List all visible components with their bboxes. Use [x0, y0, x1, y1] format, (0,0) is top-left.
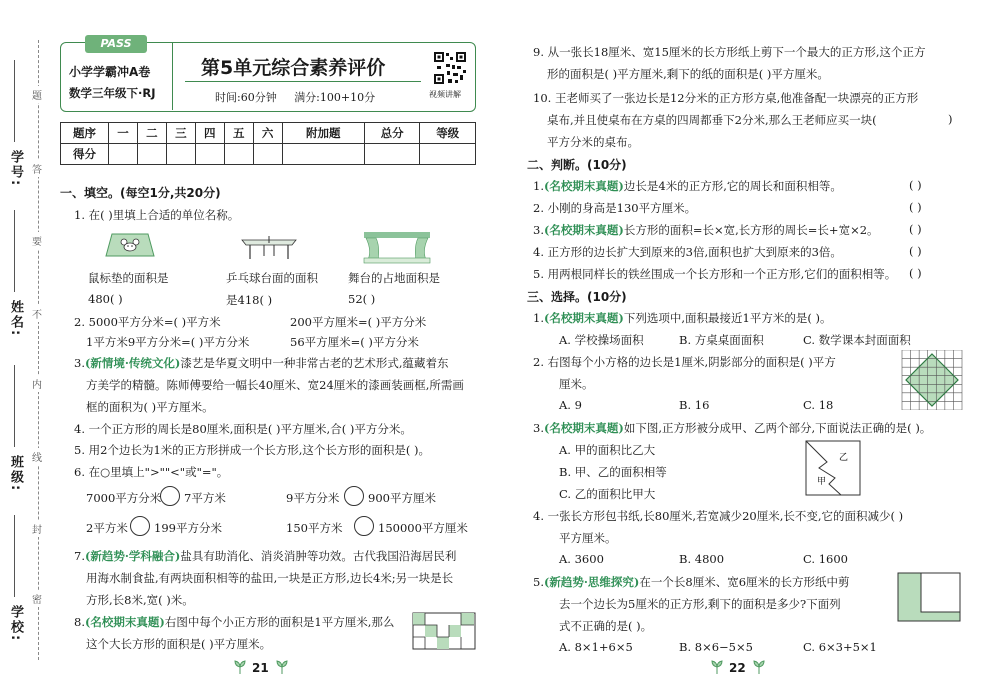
section-fill-blank: 一、填空。(每空1分,共20分): [60, 186, 221, 200]
c3-square-figure: [805, 440, 861, 496]
choice-2-option-b[interactable]: B. 16: [679, 398, 710, 412]
score-cell[interactable]: [253, 144, 282, 165]
q1-table-label: 乒乓球台面的面积: [226, 271, 318, 285]
exam-info: [215, 89, 375, 105]
score-header-cell: 题序: [61, 123, 109, 144]
choice-2-option-c[interactable]: C. 18: [803, 398, 834, 412]
score-table: [60, 122, 476, 165]
choice-1-option-a[interactable]: A. 学校操场面积: [559, 333, 644, 347]
q1-mousepad-label: 鼠标垫的面积是: [88, 271, 169, 285]
title-divider: [185, 81, 421, 82]
judge-2: 2. 小刚的身高是130平方厘米。: [533, 201, 697, 215]
choice-2-line2: 厘米。: [559, 377, 594, 391]
compare-circle[interactable]: [344, 486, 364, 506]
choice-3: 3.(名校期末真题)如下图,正方形被分成甲、乙两个部分,下面说法正确的是( )。: [533, 421, 932, 435]
choice-5-option-a[interactable]: A. 8×1+6×5: [559, 640, 633, 654]
question-6: 6. 在○里填上">""<"或"="。: [74, 465, 229, 479]
score-cell[interactable]: [282, 144, 364, 165]
question-9-line2: 形的面积是( )平方厘米,剩下的纸的面积是( )平方厘米。: [547, 67, 829, 81]
choice-3-option-c[interactable]: C. 乙的面积比甲大: [559, 487, 656, 501]
question-10-paren: ): [948, 112, 953, 126]
score-table-header: [61, 123, 476, 144]
q6b-left: 9平方分米: [286, 491, 340, 505]
leaf-icon: [753, 660, 765, 674]
q8-line2: 这个大长方形的面积是( )平方厘米。: [86, 637, 272, 651]
score-header-cell: 附加题: [282, 123, 364, 144]
score-cell[interactable]: [166, 144, 195, 165]
dash-char: 要: [32, 232, 42, 249]
c1-tag: (名校期末真题): [543, 311, 624, 325]
ping-pong-table-icon: [238, 232, 300, 260]
score-cell[interactable]: [137, 144, 166, 165]
dash-char: 封: [32, 520, 42, 537]
question-4: 4. 一个正方形的周长是80厘米,面积是( )平方厘米,合( )平方分米。: [74, 422, 412, 436]
q7-tag: (新趋势·学科融合): [84, 549, 181, 563]
choice-5: 5.(新趋势·思维探究)在一个长8厘米、宽6厘米的长方形纸中剪: [533, 575, 850, 589]
q6a-right: 7平方米: [184, 491, 226, 505]
question-2c: 1平方米9平方分米=( )平方分米: [86, 335, 250, 349]
score-cell[interactable]: [420, 144, 476, 165]
binding-margin: [0, 0, 48, 690]
mouse-pad-icon: [104, 232, 156, 258]
j1-text: 边长是4米的正方形,它的周长和面积相等。: [623, 179, 842, 193]
compare-circle[interactable]: [130, 516, 150, 536]
q6c-left: 2平方米: [86, 521, 128, 535]
choice-5-option-b[interactable]: B. 8×6−5×5: [679, 640, 753, 654]
score-header-cell: 等级: [420, 123, 476, 144]
question-5: 5. 用2个边长为1米的正方形拼成一个长方形,这个长方形的面积是( )。: [74, 443, 431, 457]
school-line: [14, 515, 15, 597]
q7-line1: 盐具有助消化、消炎消肿等功效。古代我国沿海居民利: [180, 549, 457, 563]
choice-3-option-b[interactable]: B. 甲、乙的面积相等: [559, 465, 667, 479]
q1-mousepad-answer[interactable]: 480( ): [88, 292, 123, 306]
judge-3: 3.(名校期末真题)长方形的面积=长×宽,长方形的周长=长+宽×2。: [533, 223, 879, 237]
choice-4-option-c[interactable]: C. 1600: [803, 552, 848, 566]
question-9-line1: 9. 从一张长18厘米、宽15厘米的长方形纸上剪下一个最大的正方形,这个正方: [533, 45, 926, 59]
score-cell[interactable]: [109, 144, 138, 165]
score-header-cell: 四: [195, 123, 224, 144]
q6c-right: 199平方分米: [154, 521, 222, 535]
question-10-line2: 桌布,并且使桌布在方桌的四周都垂下2分米,那么王老师应买一块(: [547, 113, 877, 127]
class-line: [14, 365, 15, 447]
q8-tag: (名校期末真题): [84, 615, 165, 629]
qr-code-icon[interactable]: [433, 51, 467, 85]
full-score: 满分:100+10分: [294, 91, 376, 104]
c3-label-jia: 甲: [817, 477, 827, 487]
choice-1-option-b[interactable]: B. 方桌桌面面积: [679, 333, 764, 347]
q6b-right: 900平方厘米: [368, 491, 436, 505]
c3-label-yi: 乙: [839, 453, 849, 463]
dash-char: 内: [32, 375, 42, 392]
question-10-line1: 10. 王老师买了一张边长是12分米的正方形方桌,他准备配一块漂亮的正方形: [533, 91, 919, 105]
choice-4-line1: 4. 一张长方形包书纸,长80厘米,若宽减少20厘米,长不变,它的面积减少( ): [533, 509, 904, 523]
choice-5-line2: 去一个边长为5厘米的正方形,剩下的面积是多少?下面列: [559, 597, 841, 611]
series-name: 小学学霸冲A卷: [69, 65, 151, 79]
question-2a: 2. 5000平方分米=( )平方米: [74, 315, 221, 329]
c2-grid-figure: [901, 350, 963, 410]
choice-5-option-c[interactable]: C. 6×3+5×1: [803, 640, 877, 654]
brand-block: [61, 37, 173, 110]
section-choice: 三、选择。(10分): [527, 290, 627, 304]
q7-line2: 用海水制食盐,有两块面积相等的盐田,一块是正方形,边长4米;另一块是长: [86, 571, 454, 585]
score-header-cell: 一: [109, 123, 138, 144]
dash-char: 密: [32, 590, 42, 607]
choice-4-option-b[interactable]: B. 4800: [679, 552, 725, 566]
judge-5: 5. 用两根同样长的铁丝围成一个长方形和一个正方形,它们的面积相等。: [533, 267, 897, 281]
compare-circle[interactable]: [160, 486, 180, 506]
choice-2-line1: 2. 右图每个小方格的边长是1厘米,阴影部分的面积是( )平方: [533, 355, 836, 369]
name-label: 姓名:: [8, 300, 23, 338]
leaf-icon: [711, 660, 723, 674]
q3-line2: 方美学的精髓。陈师傅要给一幅长40厘米、宽24厘米的漆画装画框,所需画: [86, 378, 464, 392]
j1-tag: (名校期末真题): [543, 179, 624, 193]
choice-2-option-a[interactable]: A. 9: [559, 398, 582, 412]
q6d-left: 150平方米: [286, 521, 343, 535]
stage-icon: [362, 230, 432, 264]
score-cell[interactable]: [224, 144, 253, 165]
judge-1: 1.(名校期末真题)边长是4米的正方形,它的周长和面积相等。: [533, 179, 842, 193]
choice-4-line2: 平方厘米。: [559, 531, 617, 545]
judge-answer[interactable]: ( ): [909, 178, 922, 192]
c3-text: 如下图,正方形被分成甲、乙两个部分,下面说法正确的是( )。: [623, 421, 932, 435]
judge-answer[interactable]: ( ): [909, 200, 922, 214]
dash-char: 答: [32, 160, 42, 177]
choice-1-option-c[interactable]: C. 数学课本封面面积: [803, 333, 911, 347]
pass-logo: PASS: [85, 35, 147, 53]
judge-answer[interactable]: ( ): [909, 222, 922, 236]
cut-line: [38, 40, 39, 660]
judge-answer[interactable]: ( ): [909, 266, 922, 280]
c5-tag: (新趋势·思维探究): [543, 575, 640, 589]
score-header-cell: 总分: [364, 123, 420, 144]
c1-text: 下列选项中,面积最接近1平方米的是( )。: [623, 311, 832, 325]
dash-char: 线: [32, 448, 42, 465]
q8-line1: 右图中每个小正方形的面积是1平方厘米,那么: [164, 615, 395, 629]
q3-tag: (新情境·传统文化): [84, 356, 181, 370]
score-header-cell: 三: [166, 123, 195, 144]
choice-1: 1.(名校期末真题)下列选项中,面积最接近1平方米的是( )。: [533, 311, 832, 325]
c3-tag: (名校期末真题): [543, 421, 624, 435]
j3-tag: (名校期末真题): [543, 223, 624, 237]
q3-line3: 框的面积为( )平方厘米。: [86, 400, 214, 414]
q3-line1: 漆艺是华夏文明中一种非常古老的艺术形式,蕴藏着东: [180, 356, 449, 370]
score-cell[interactable]: [195, 144, 224, 165]
time-limit: 时间:60分钟: [215, 91, 277, 104]
compare-circle[interactable]: [354, 516, 374, 536]
dash-char: 不: [32, 305, 42, 322]
question-7: 7.(新趋势·学科融合)盐具有助消化、消炎消肿等功效。古代我国沿海居民利: [74, 549, 457, 563]
right-page: [505, 0, 1000, 690]
q1-stage-answer[interactable]: 52( ): [348, 292, 376, 306]
c5-rectangle-figure: [897, 572, 961, 622]
judge-4: 4. 正方形的边长扩大到原来的3倍,面积也扩大到原来的3倍。: [533, 245, 842, 259]
school-label: 学校:: [8, 605, 23, 643]
qr-label: 视频讲解: [429, 90, 461, 99]
dash-char: 题: [32, 86, 42, 103]
score-cell[interactable]: [364, 144, 420, 165]
student-id-line: [14, 60, 15, 142]
score-header-cell: 六: [253, 123, 282, 144]
choice-5-line3: 式不正确的是( )。: [559, 619, 653, 633]
q7-line3: 方形,长8米,宽( )米。: [86, 593, 194, 607]
page-title: 第5单元综合素养评价: [201, 57, 386, 79]
q6d-right: 150000平方厘米: [378, 521, 468, 535]
class-label: 班级:: [8, 455, 23, 493]
q8-grid-figure: [412, 612, 476, 650]
leaf-icon: [276, 660, 288, 674]
name-line: [14, 210, 15, 292]
q1-stage-label: 舞台的占地面积是: [348, 271, 440, 285]
score-header-cell: 二: [137, 123, 166, 144]
page-number: 21: [252, 661, 269, 675]
score-table-row: [61, 144, 476, 165]
page-number: 22: [729, 661, 746, 675]
q1-table-answer[interactable]: 是418( ): [226, 293, 273, 307]
choice-3-option-a[interactable]: A. 甲的面积比乙大: [559, 443, 656, 457]
question-1: 1. 在( )里填上合适的单位名称。: [74, 208, 240, 222]
j3-text: 长方形的面积=长×宽,长方形的周长=长+宽×2。: [623, 223, 879, 237]
choice-4-option-a[interactable]: A. 3600: [559, 552, 604, 566]
question-3: 3.(新情境·传统文化)漆艺是华夏文明中一种非常古老的艺术形式,蕴藏着东: [74, 356, 449, 370]
score-row-label: 得分: [61, 144, 109, 165]
exam-header: [60, 37, 476, 112]
question-2d: 56平方厘米=( )平方分米: [290, 335, 419, 349]
judge-answer[interactable]: ( ): [909, 244, 922, 258]
question-10-line3: 平方分米的桌布。: [547, 135, 639, 149]
q6a-left: 7000平方分米: [86, 491, 162, 505]
question-8: 8.(名校期末真题)右图中每个小正方形的面积是1平方厘米,那么: [74, 615, 395, 629]
score-header-cell: 五: [224, 123, 253, 144]
c5-line1: 在一个长8厘米、宽6厘米的长方形纸中剪: [639, 575, 850, 589]
section-judge: 二、判断。(10分): [527, 158, 627, 172]
leaf-icon: [234, 660, 246, 674]
student-id-label: 学号:: [8, 150, 23, 188]
grade-label: 数学三年级下·RJ: [69, 86, 156, 100]
question-2b: 200平方厘米=( )平方分米: [290, 315, 427, 329]
